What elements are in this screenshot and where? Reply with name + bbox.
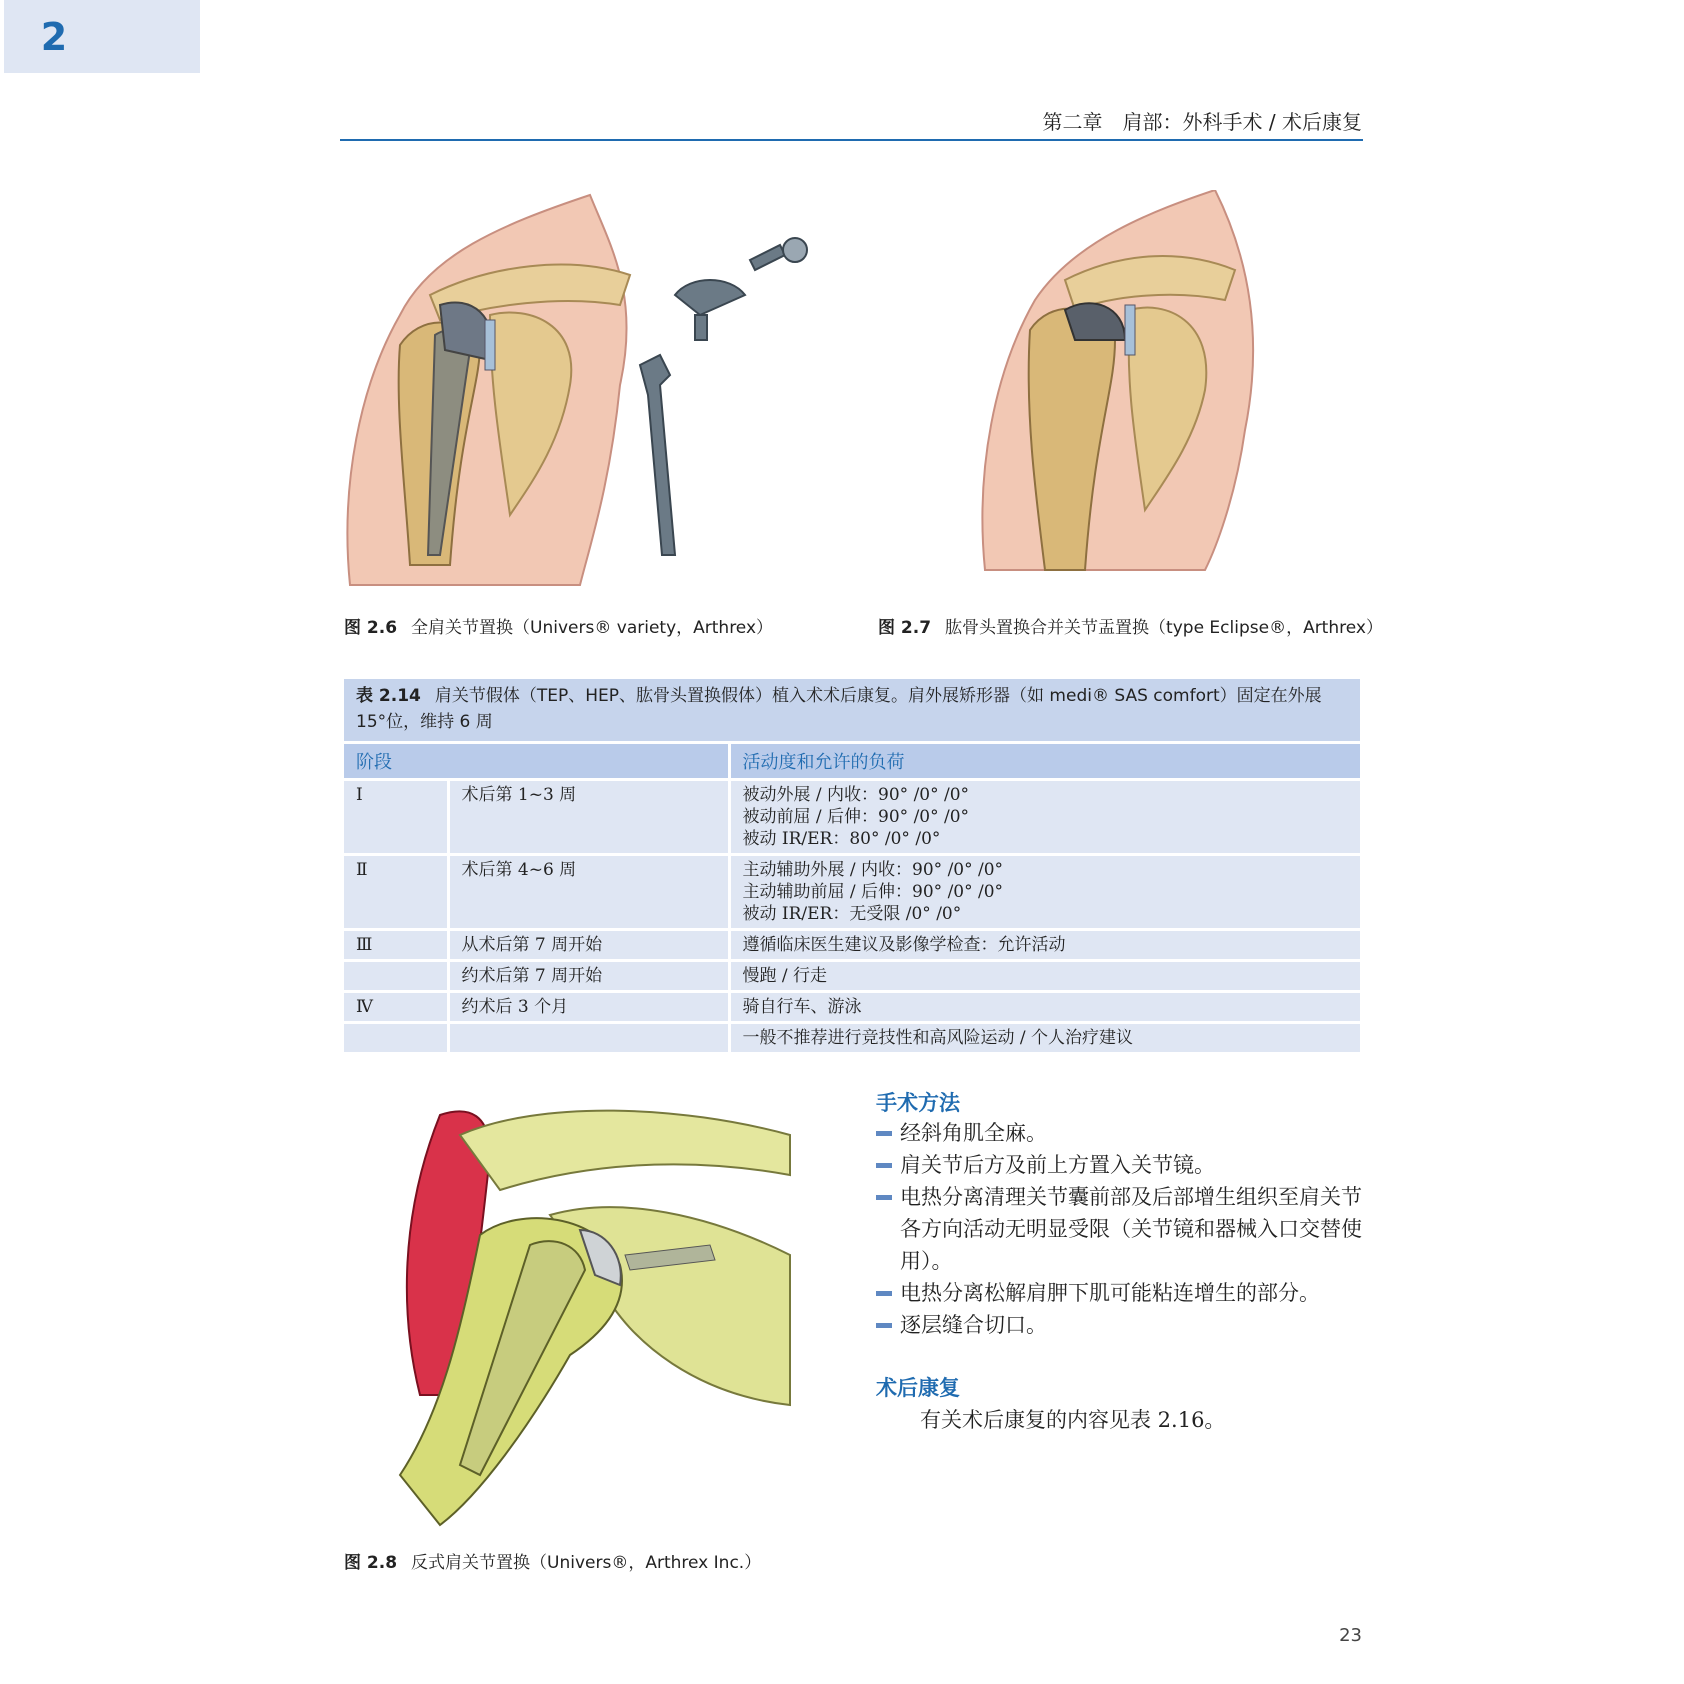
table-row [344, 1023, 1360, 1053]
load-line: 被动外展 / 内收：90° /0° /0° [742, 785, 970, 805]
table-row [344, 992, 1360, 1023]
chapter-tab: 2 [4, 0, 200, 73]
load-cell [729, 961, 1360, 992]
figure-2-7-illustration [975, 190, 1275, 590]
list-item-text: 逐层缝合切口。 [900, 1313, 1047, 1337]
bullet-mark [876, 1131, 892, 1136]
time-cell: 术后第 1~3 周 [448, 780, 729, 855]
list-item [876, 1181, 1366, 1277]
table-number: 表 2.14 [356, 686, 421, 706]
rehab-table [344, 741, 1360, 1052]
rehab-section-title: 术后康复 [876, 1376, 960, 1400]
phase-cell [344, 1023, 448, 1053]
list-item-text: 经斜角肌全麻。 [900, 1121, 1047, 1145]
time-cell: 从术后第 7 周开始 [448, 930, 729, 961]
phase-cell [344, 961, 448, 992]
time-cell [448, 1023, 729, 1053]
rehab-text: 有关术后康复的内容见表 2.16。 [920, 1408, 1226, 1432]
phase-cell: Ⅳ [344, 992, 448, 1023]
figure-2-8-caption [344, 1548, 761, 1573]
list-item-text: 电热分离松解肩胛下肌可能粘连增生的部分。 [900, 1281, 1320, 1305]
figure-2-6-number: 图 2.6 [344, 618, 398, 638]
table-header-row [344, 743, 1360, 780]
figure-2-8-illustration [380, 1095, 800, 1535]
load-line: 被动 IR/ER：无受限 /0° /0° [742, 904, 962, 924]
time-cell: 约术后第 7 周开始 [448, 961, 729, 992]
table-caption-text: 肩关节假体（TEP、HEP、肱骨头置换假体）植入术术后康复。肩外展矫形器（如 medi® SAS comfort）固定在外展 15°位，维持 6 周 [356, 686, 1322, 732]
surgery-steps-list [876, 1117, 1366, 1341]
bullet-mark [876, 1163, 892, 1168]
list-item [876, 1117, 1366, 1149]
page-number: 23 [1339, 1625, 1362, 1646]
list-item [876, 1149, 1366, 1181]
load-line: 主动辅助外展 / 内收：90° /0° /0° [742, 860, 1004, 880]
figure-2-6-caption [344, 613, 773, 638]
load-line: 骑自行车、游泳 [742, 997, 862, 1017]
surgery-section-title: 手术方法 [876, 1091, 960, 1115]
figure-2-7-caption [878, 613, 1383, 638]
load-cell [729, 780, 1360, 855]
header-rule [340, 139, 1363, 141]
load-line: 被动 IR/ER：80° /0° /0° [742, 829, 941, 849]
table-row [344, 780, 1360, 855]
list-item-text: 电热分离清理关节囊前部及后部增生组织至肩关节各方向活动无明显受限（关节镜和器械入口交替使用）。 [900, 1185, 1362, 1273]
figure-2-8-text: 反式肩关节置换（Univers®，Arthrex Inc.） [411, 1553, 762, 1573]
figure-2-6-illustration [340, 185, 820, 595]
load-line: 主动辅助前屈 / 后伸：90° /0° /0° [742, 882, 1004, 902]
phase-cell: Ⅲ [344, 930, 448, 961]
load-cell [729, 855, 1360, 930]
load-line: 遵循临床医生建议及影像学检查：允许活动 [742, 935, 1066, 955]
figure-2-7-number: 图 2.7 [878, 618, 932, 638]
load-cell [729, 1023, 1360, 1053]
load-cell [729, 930, 1360, 961]
time-cell: 术后第 4~6 周 [448, 855, 729, 930]
list-item-text: 肩关节后方及前上方置入关节镜。 [900, 1153, 1215, 1177]
table-row [344, 855, 1360, 930]
load-line: 被动前屈 / 后伸：90° /0° /0° [742, 807, 970, 827]
table-2-14 [344, 679, 1360, 1052]
figure-2-8-number: 图 2.8 [344, 1553, 398, 1573]
phase-cell: Ⅰ [344, 780, 448, 855]
list-item [876, 1309, 1366, 1341]
list-item [876, 1277, 1366, 1309]
bullet-mark [876, 1323, 892, 1328]
header-load: 活动度和允许的负荷 [729, 743, 1360, 780]
phase-cell: Ⅱ [344, 855, 448, 930]
bullet-mark [876, 1291, 892, 1296]
load-line: 慢跑 / 行走 [742, 966, 828, 986]
table-row [344, 961, 1360, 992]
time-cell: 约术后 3 个月 [448, 992, 729, 1023]
load-cell [729, 992, 1360, 1023]
header-phase: 阶段 [344, 743, 729, 780]
running-head: 第二章 肩部：外科手术 / 术后康复 [1042, 110, 1362, 134]
figure-2-7-text: 肱骨头置换合并关节盂置换（type Eclipse®，Arthrex） [945, 618, 1383, 638]
table-row [344, 930, 1360, 961]
figure-2-6-text: 全肩关节置换（Univers® variety，Arthrex） [411, 618, 774, 638]
load-line: 一般不推荐进行竞技性和高风险运动 / 个人治疗建议 [742, 1028, 1134, 1048]
bullet-mark [876, 1195, 892, 1200]
table-caption [344, 679, 1360, 741]
